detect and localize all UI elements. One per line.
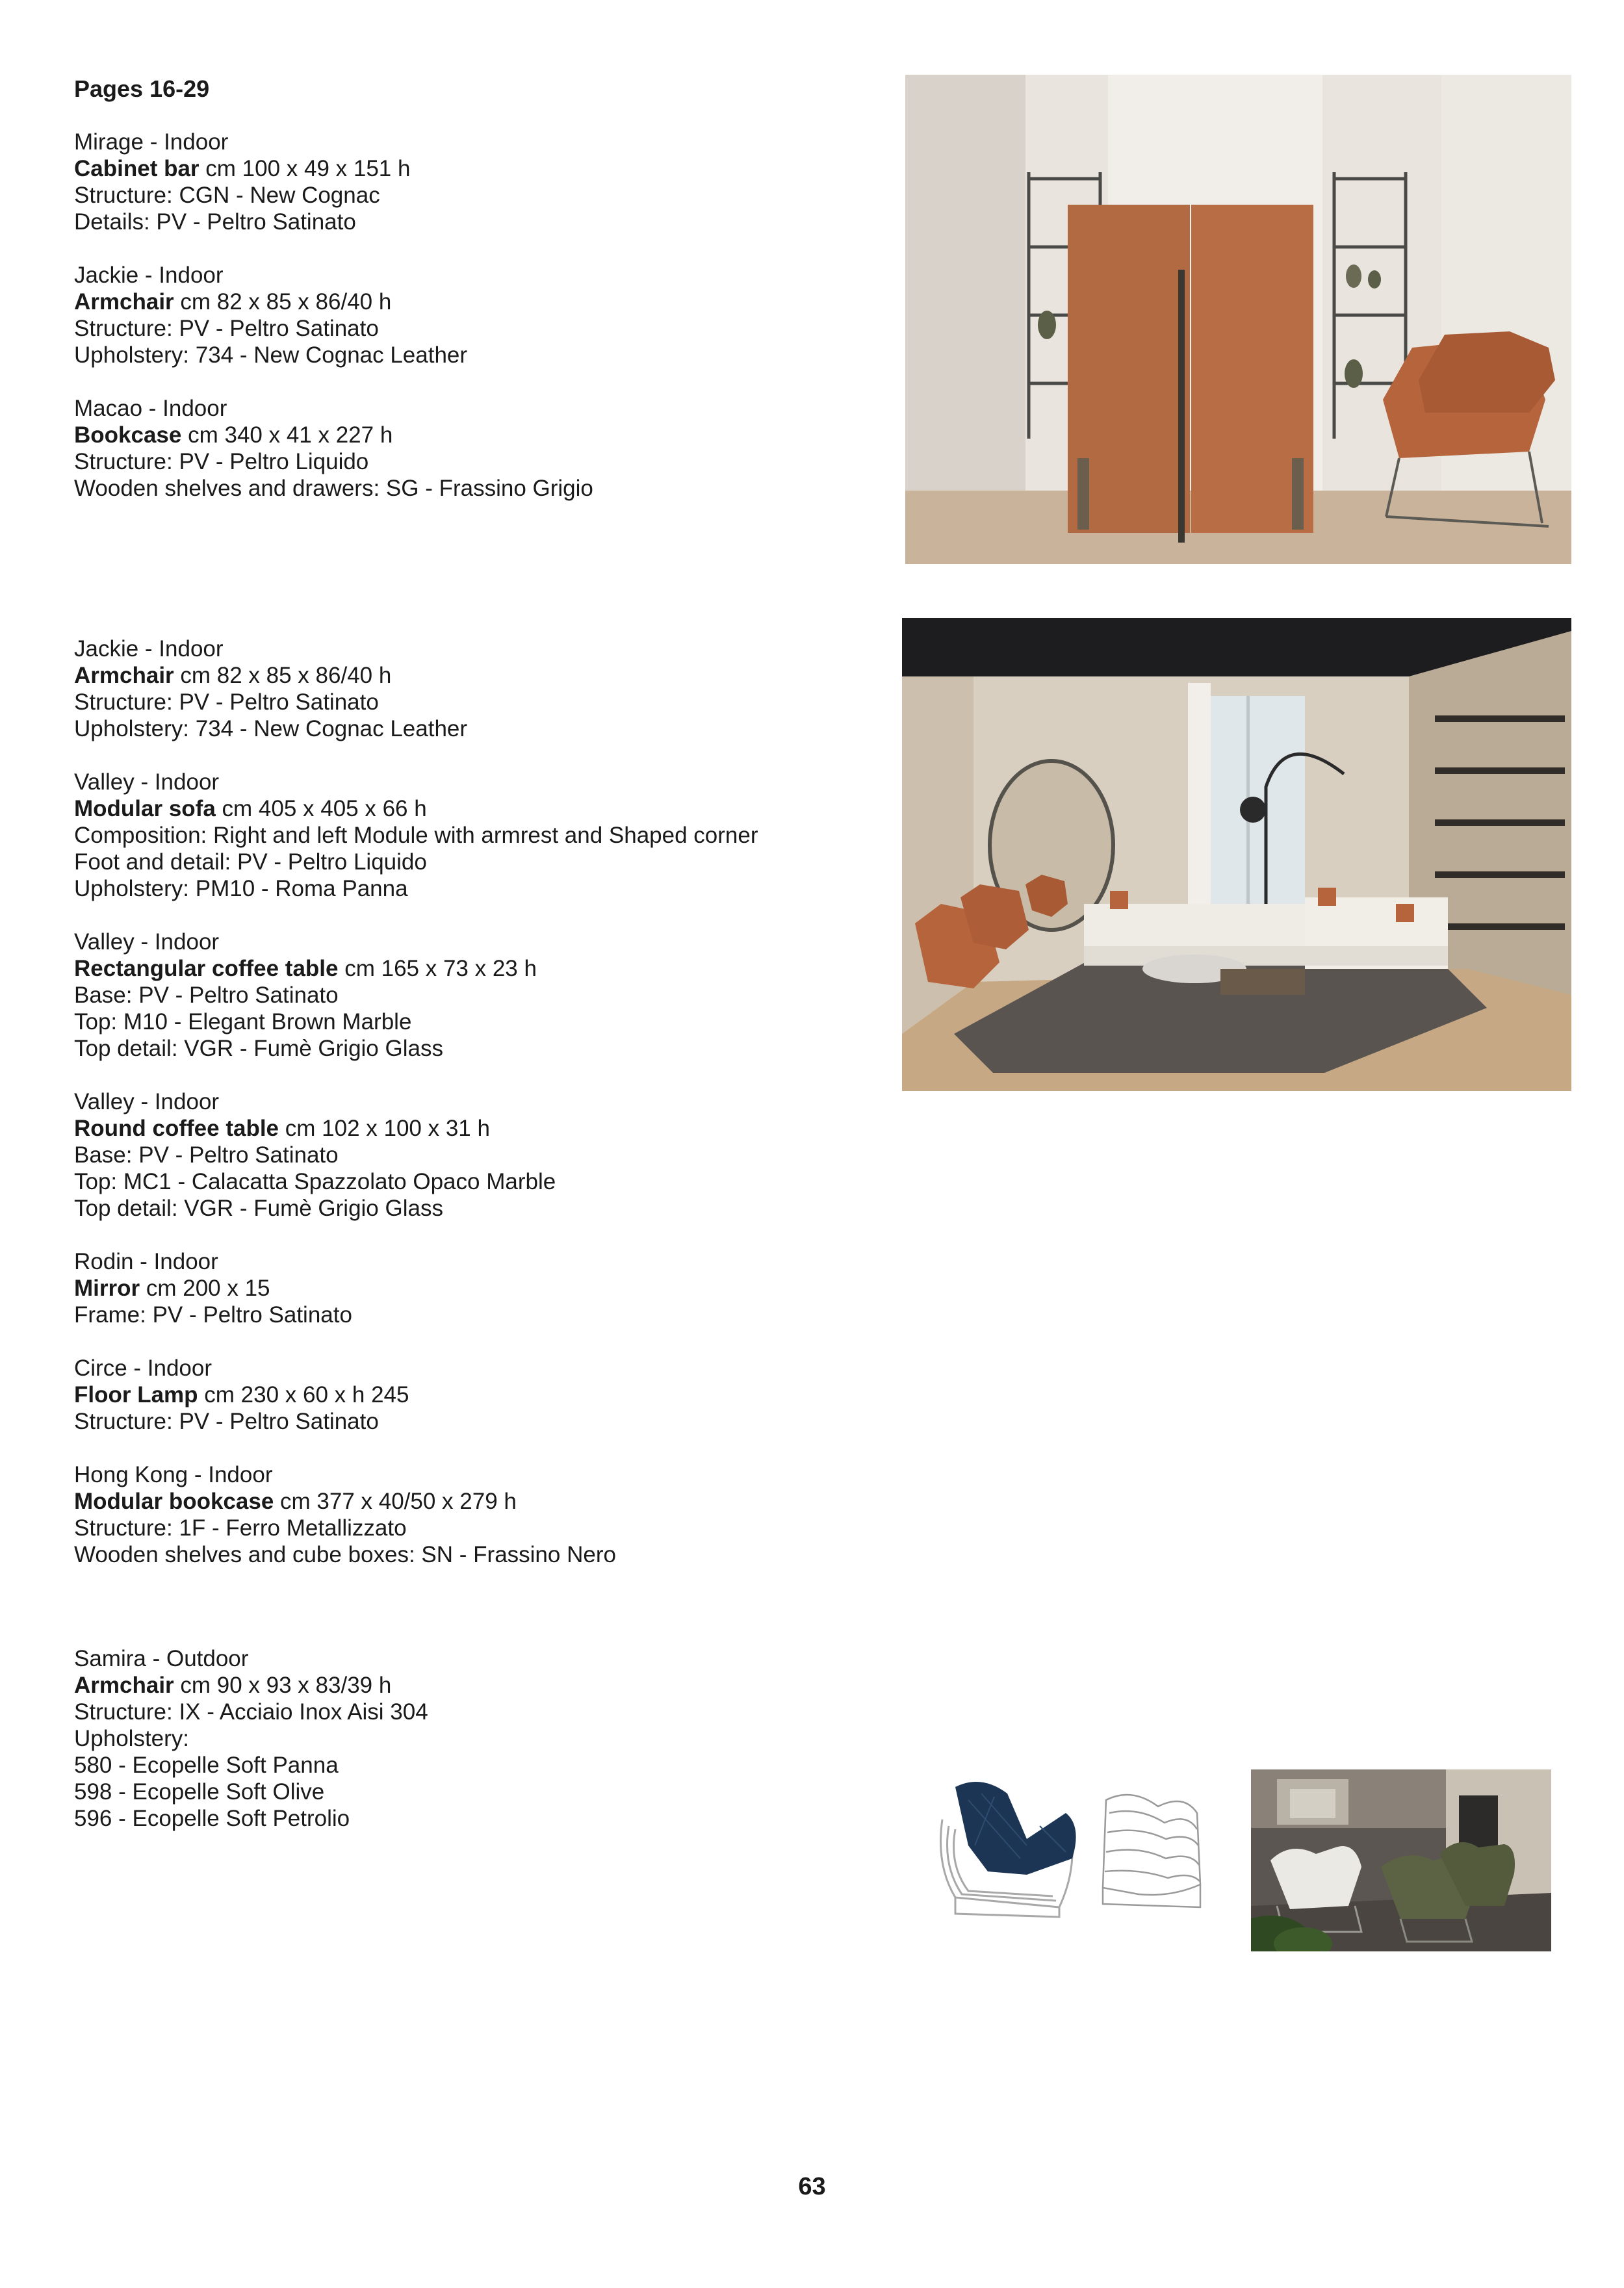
- photo-samira-blue: [929, 1767, 1089, 1923]
- product-dims: cm 377 x 40/50 x 279 h: [274, 1489, 517, 1514]
- collection-label: Valley - Indoor: [74, 929, 220, 955]
- product-name: Bookcase: [74, 422, 182, 448]
- entry-jackie-armchair: [74, 262, 880, 368]
- detail-line: Structure: PV - Peltro Satinato: [74, 689, 379, 715]
- product-name: Armchair: [74, 289, 174, 315]
- pages-title: Pages 16-29: [74, 75, 210, 102]
- entry-macao-bookcase: [74, 395, 880, 502]
- collection-label: Circe - Indoor: [74, 1356, 213, 1381]
- product-dims: cm 102 x 100 x 31 h: [279, 1116, 490, 1141]
- entry-rodin-mirror: [74, 1248, 880, 1328]
- entry-samira-armchair: [74, 1645, 880, 1832]
- detail-line: Upholstery: 734 - New Cognac Leather: [74, 342, 468, 368]
- entry-valley-sofa: [74, 769, 880, 902]
- product-dims: cm 340 x 41 x 227 h: [181, 422, 393, 448]
- entry-mirage-cabinet: [74, 129, 880, 235]
- entry-valley-rect-table: [74, 929, 880, 1062]
- product-name: Floor Lamp: [74, 1382, 198, 1408]
- collection-label: Valley - Indoor: [74, 1089, 220, 1114]
- product-dims: cm 200 x 15: [140, 1276, 270, 1301]
- entry-valley-round-table: [74, 1088, 880, 1222]
- product-dims: cm 405 x 405 x 66 h: [215, 796, 427, 821]
- product-name: Modular bookcase: [74, 1489, 274, 1514]
- detail-line: Composition: Right and left Module with armrest and Shaped corner: [74, 823, 758, 848]
- detail-line: Base: PV - Peltro Satinato: [74, 983, 339, 1008]
- collection-label: Rodin - Indoor: [74, 1249, 218, 1274]
- detail-line: Structure: PV - Peltro Liquido: [74, 449, 369, 474]
- product-dims: cm 100 x 49 x 151 h: [199, 156, 411, 181]
- collection-label: Jackie - Indoor: [74, 263, 224, 288]
- product-dims: cm 82 x 85 x 86/40 h: [174, 663, 392, 688]
- product-dims: cm 82 x 85 x 86/40 h: [174, 289, 392, 315]
- detail-line: Top: M10 - Elegant Brown Marble: [74, 1009, 412, 1035]
- product-name: Mirror: [74, 1276, 140, 1301]
- detail-line: Foot and detail: PV - Peltro Liquido: [74, 849, 427, 875]
- page-number: 63: [798, 2173, 826, 2200]
- collection-label: Valley - Indoor: [74, 769, 220, 795]
- detail-line: Wooden shelves and drawers: SG - Frassino Grigio: [74, 476, 593, 501]
- collection-label: Macao - Indoor: [74, 396, 227, 421]
- collection-label: Samira - Outdoor: [74, 1646, 249, 1671]
- entry-circe-lamp: [74, 1355, 880, 1435]
- collection-label: Jackie - Indoor: [74, 636, 224, 662]
- detail-line: Structure: CGN - New Cognac: [74, 183, 380, 208]
- product-name: Cabinet bar: [74, 156, 200, 181]
- detail-line: 580 - Ecopelle Soft Panna: [74, 1753, 339, 1778]
- detail-line: Structure: 1F - Ferro Metallizzato: [74, 1515, 407, 1541]
- product-name: Armchair: [74, 663, 174, 688]
- photo-samira-scene: [1251, 1769, 1551, 1951]
- detail-line: Base: PV - Peltro Satinato: [74, 1142, 339, 1168]
- detail-line: Structure: PV - Peltro Satinato: [74, 316, 379, 341]
- product-dims: cm 90 x 93 x 83/39 h: [174, 1673, 392, 1698]
- product-name: Armchair: [74, 1673, 174, 1698]
- product-name: Rectangular coffee table: [74, 956, 339, 981]
- product-name: Modular sofa: [74, 796, 216, 821]
- product-dims: cm 230 x 60 x h 245: [198, 1382, 409, 1408]
- photo-cabinet-bar-scene: [905, 75, 1571, 564]
- entry-jackie-armchair-2: [74, 636, 880, 742]
- detail-line: Structure: PV - Peltro Satinato: [74, 1409, 379, 1434]
- detail-line: Wooden shelves and cube boxes: SN - Frassino Nero: [74, 1542, 616, 1567]
- detail-line: Upholstery: PM10 - Roma Panna: [74, 876, 408, 901]
- detail-line: Structure: IX - Acciaio Inox Aisi 304: [74, 1699, 428, 1725]
- detail-line: Frame: PV - Peltro Satinato: [74, 1302, 352, 1328]
- detail-line: Upholstery: 734 - New Cognac Leather: [74, 716, 468, 741]
- collection-label: Mirage - Indoor: [74, 129, 229, 155]
- product-dims: cm 165 x 73 x 23 h: [338, 956, 537, 981]
- detail-line: Upholstery:: [74, 1726, 190, 1751]
- photo-samira-frame: [1093, 1774, 1210, 1917]
- product-name: Round coffee table: [74, 1116, 279, 1141]
- detail-line: Details: PV - Peltro Satinato: [74, 209, 356, 235]
- detail-line: Top detail: VGR - Fumè Grigio Glass: [74, 1036, 443, 1061]
- collection-label: Hong Kong - Indoor: [74, 1462, 273, 1487]
- detail-line: 598 - Ecopelle Soft Olive: [74, 1779, 325, 1805]
- detail-line: Top: MC1 - Calacatta Spazzolato Opaco Marble: [74, 1169, 556, 1194]
- photo-living-room-scene: [902, 618, 1571, 1091]
- detail-line: 596 - Ecopelle Soft Petrolio: [74, 1806, 350, 1831]
- detail-line: Top detail: VGR - Fumè Grigio Glass: [74, 1196, 443, 1221]
- entry-hongkong-bookcase: [74, 1461, 880, 1568]
